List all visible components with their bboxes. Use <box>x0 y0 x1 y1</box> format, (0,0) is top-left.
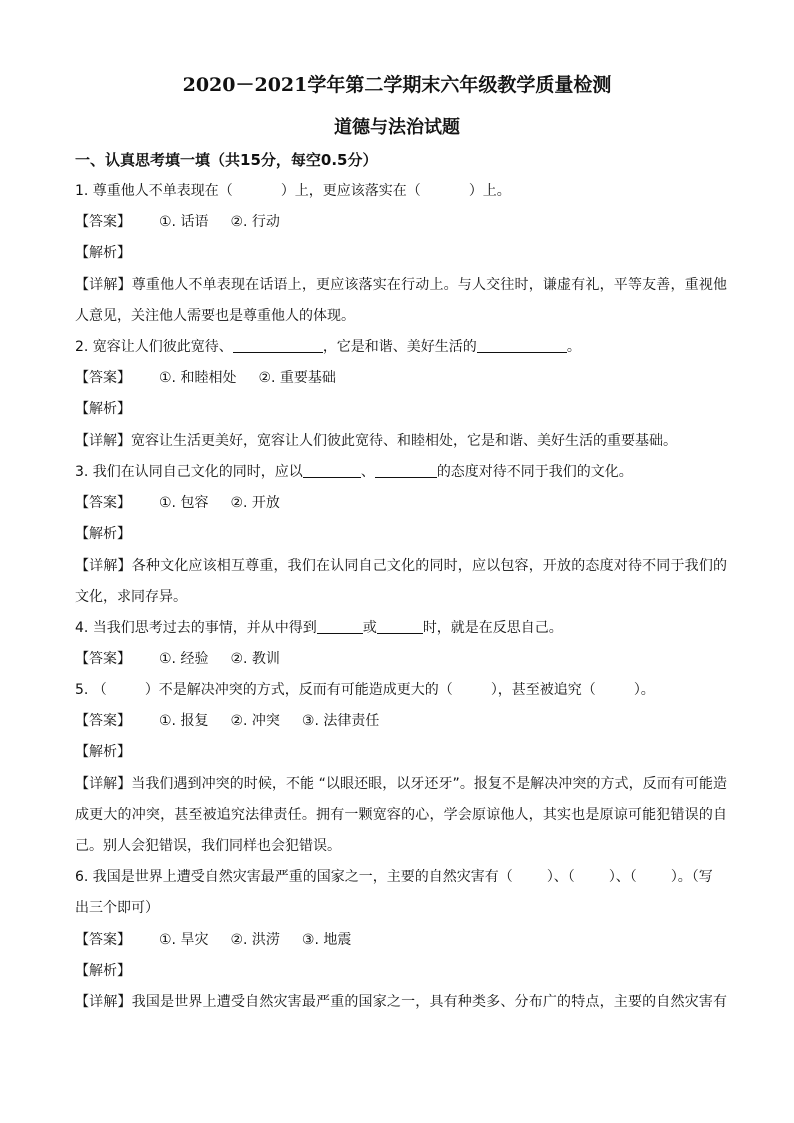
answer-3: 【答案】 ①. 包容 ②. 开放 <box>75 495 280 511</box>
detail-5: 【详解】当我们遇到冲突的时候，不能 “以眼还眼，以牙还牙”。报复不是解决冲突的方式，反而有可能造 <box>75 776 727 792</box>
question-6: 6. 我国是世界上遭受自然灾害最严重的国家之一，主要的自然灾害有（ ）、（ ）、（ ）。（写 <box>75 869 713 885</box>
detail-6: 【详解】我国是世界上遭受自然灾害最严重的国家之一，具有种类多、分布广的特点，主要的自然灾害有 <box>75 994 728 1010</box>
answer-5: 【答案】 ①. 报复 ②. 冲突 ③. 法律责任 <box>75 713 380 729</box>
question-4: 4. 当我们思考过去的事情，并从中得到 或 时，就是在反思自己。 <box>75 620 563 636</box>
analysis-label: 【解析】 <box>75 526 131 542</box>
question-6-cont: 出三个即可） <box>75 900 159 916</box>
analysis-label: 【解析】 <box>75 744 131 760</box>
question-3: 3. 我们在认同自己文化的同时，应以 、 的态度对待不同于我们的文化。 <box>75 464 633 480</box>
section-heading: 一、认真思考填一填（共15分，每空0.5分） <box>75 151 378 169</box>
document-subtitle: 道德与法治试题 <box>334 117 460 138</box>
answer-1: 【答案】 ①. 话语 ②. 行动 <box>75 214 280 230</box>
question-1: 1. 尊重他人不单表现在（ ）上，更应该落实在（ ）上。 <box>75 183 511 199</box>
document-title: 2020－2021学年第二学期末六年级教学质量检测 <box>182 74 612 96</box>
analysis-label: 【解析】 <box>75 963 131 979</box>
detail-1-cont: 人意见，关注他人需要也是尊重他人的体现。 <box>75 308 355 324</box>
answer-2: 【答案】 ①. 和睦相处 ②. 重要基础 <box>75 370 336 386</box>
analysis-label: 【解析】 <box>75 401 131 417</box>
detail-3-cont: 文化，求同存异。 <box>75 589 187 605</box>
answer-6: 【答案】 ①. 旱灾 ②. 洪涝 ③. 地震 <box>75 932 352 948</box>
answer-4: 【答案】 ①. 经验 ②. 教训 <box>75 651 280 667</box>
detail-5-cont: 成更大的冲突，甚至被追究法律责任。拥有一颗宽容的心，学会原谅他人，其实也是原谅可能犯错误的自 <box>75 807 727 823</box>
detail-1: 【详解】尊重他人不单表现在话语上，更应该落实在行动上。与人交往时，谦虚有礼，平等友善，重视他 <box>75 277 728 293</box>
detail-2: 【详解】宽容让生活更美好，宽容让人们彼此宽待、和睦相处，它是和谐、美好生活的重要基础。 <box>75 433 677 449</box>
detail-5-end: 己。别人会犯错误，我们同样也会犯错误。 <box>75 838 341 854</box>
analysis-label: 【解析】 <box>75 245 131 261</box>
question-5: 5. （ ）不是解决冲突的方式，反而有可能造成更大的（ ），甚至被追究（ ）。 <box>75 682 655 698</box>
detail-3: 【详解】各种文化应该相互尊重，我们在认同自己文化的同时，应以包容，开放的态度对待不同于我们的 <box>75 558 728 574</box>
question-2: 2. 宽容让人们彼此宽待、 ，它是和谐、美好生活的 。 <box>75 339 581 355</box>
